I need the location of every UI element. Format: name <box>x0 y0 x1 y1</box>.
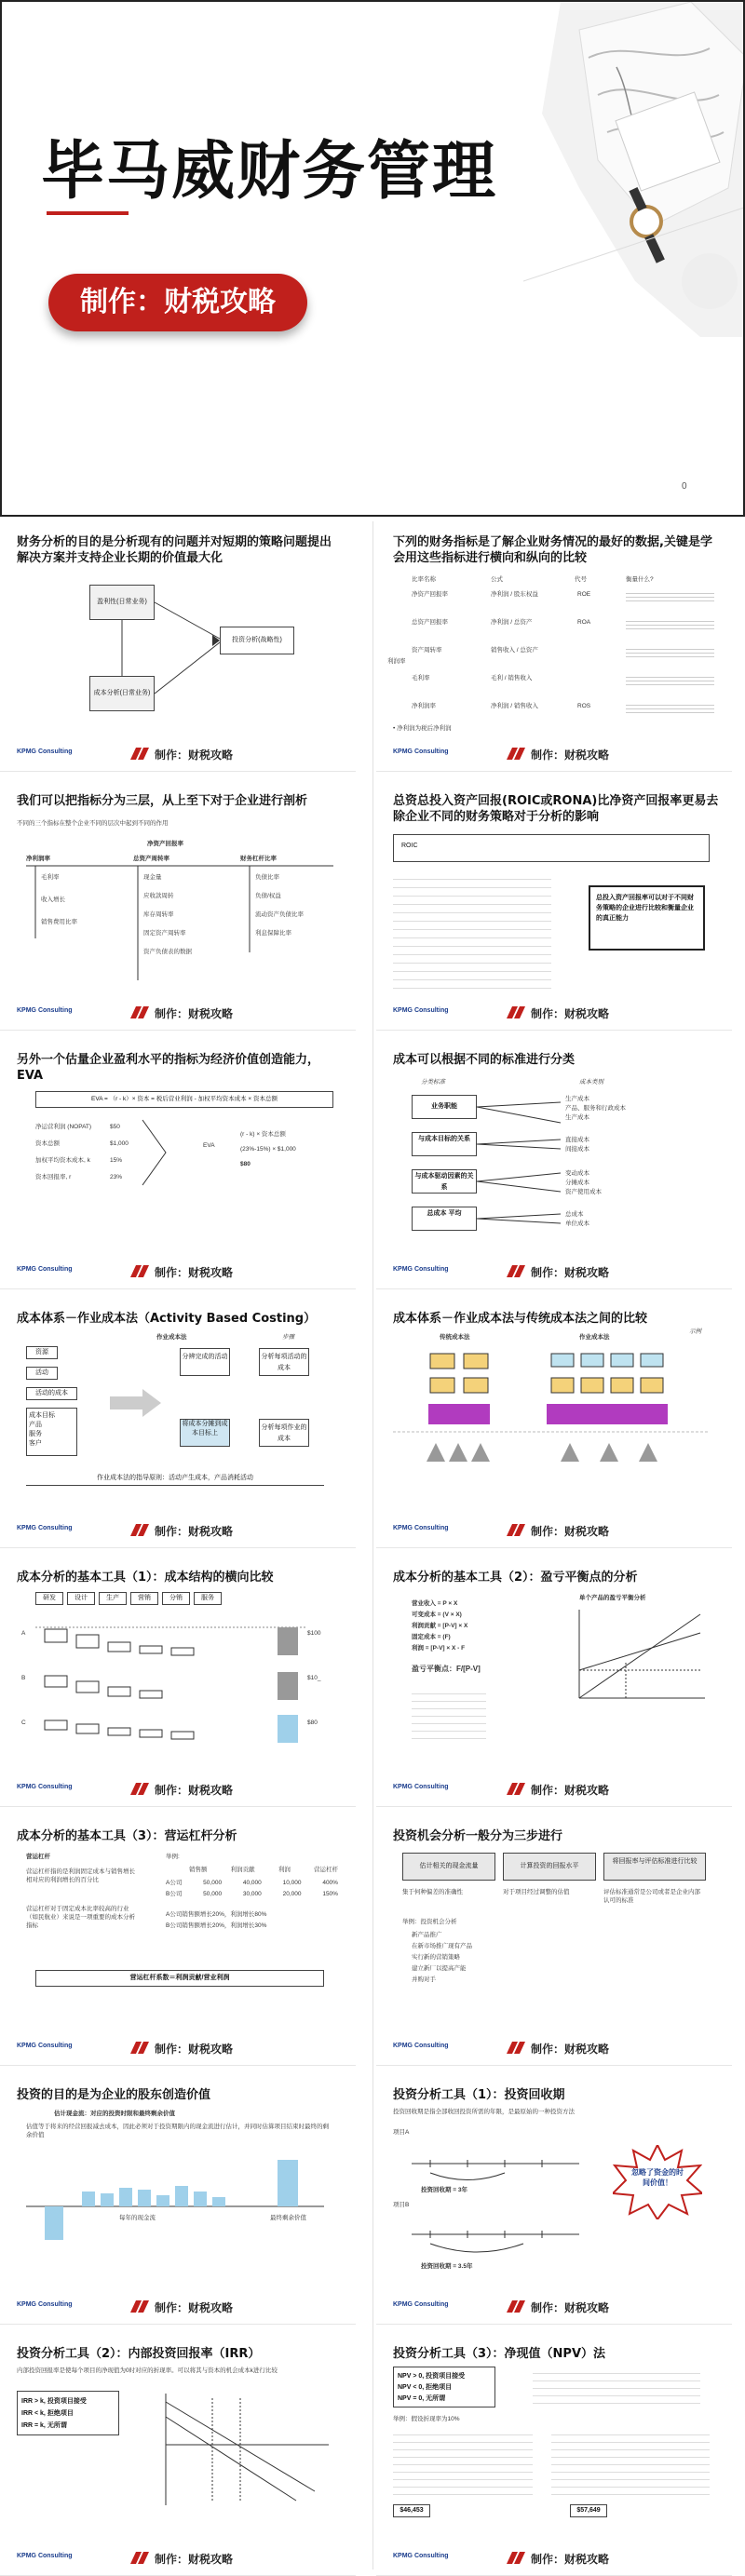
category: 生产成本 <box>565 1114 589 1121</box>
activity-box: 活动 <box>26 1367 58 1380</box>
project-label: 项目B <box>393 2202 410 2208</box>
ratio-name: 净资产回报率 <box>412 591 448 598</box>
irr-chart <box>156 2389 333 2510</box>
eva-item: 净运营利润 (NOPAT) <box>35 1124 92 1130</box>
footer-text: 制作：财税攻略 <box>531 1007 610 1020</box>
ratio-code: ROE <box>577 591 591 598</box>
ratio-code: ROA <box>577 619 591 626</box>
value-chain-step: 服务 <box>194 1592 222 1605</box>
footer-text: 制作：财税攻略 <box>531 1784 610 1797</box>
category: 变动成本 <box>565 1170 589 1177</box>
ratio-formula: 销售收入 / 总资产 <box>491 647 538 654</box>
diagram-subtitle: 作业成本法 <box>156 1334 187 1341</box>
red-mark-icon <box>130 1783 149 1795</box>
cost-object-label: 成本目标 <box>29 1412 55 1419</box>
footer-text: 制作：财税攻略 <box>155 1525 234 1538</box>
slide-irr <box>0 2333 356 2576</box>
slide-title: 另外一个估量企业盈利水平的指标为经济价值创造能力，EVA <box>17 1053 320 1083</box>
category: 分摊成本 <box>565 1180 589 1186</box>
ratio-name: 总资产回报率 <box>412 619 448 626</box>
kpmg-logo: KPMG Consulting <box>17 749 73 755</box>
kpmg-logo: KPMG Consulting <box>17 2553 73 2559</box>
table-cell: 20,000 <box>282 1891 302 1897</box>
col-header: 衡量什么? <box>626 576 654 583</box>
red-mark-icon <box>130 2300 149 2313</box>
step-desc: 集于何种偏差的准确性 <box>402 1889 463 1895</box>
footer-text: 制作：财税攻略 <box>531 1266 610 1279</box>
cost-object-box <box>26 1408 77 1456</box>
intro-text: 不同的三个指标在整个企业不同的层次中起到不同的作用 <box>17 820 169 827</box>
slide-three-layer-indicators <box>0 780 356 1031</box>
footer-text: 制作：财税攻略 <box>531 2301 610 2314</box>
slide-footer <box>393 1004 719 1022</box>
example-label: 举例：投资机会分析 <box>402 1919 457 1925</box>
kpmg-logo: KPMG Consulting <box>17 2301 73 2308</box>
slide-title: 投资分析工具（1）：投资回收期 <box>393 2088 565 2102</box>
ratio-row <box>412 702 719 719</box>
kpmg-logo: KPMG Consulting <box>17 1525 73 1531</box>
example-label: 示例 <box>689 1328 701 1335</box>
slide-title: 成本体系－作业成本法（Activity Based Costing） <box>17 1312 317 1326</box>
npv-rule: NPV < 0, 拒绝项目 <box>398 2384 453 2391</box>
breakeven-formula: 盈亏平衡点：F/[P-V] <box>412 1665 481 1673</box>
column-header: 总资产周转率 <box>133 856 169 862</box>
ratio-row <box>412 674 719 691</box>
footer-text: 制作：财税攻略 <box>155 749 234 762</box>
slide-investment-three-steps <box>376 1815 732 2066</box>
col-header: 公式 <box>491 576 503 583</box>
eva-item: 加权平均资本成本, k <box>35 1157 90 1164</box>
kpmg-logo: KPMG Consulting <box>393 2043 449 2049</box>
ratio-formula: 毛利 / 销售收入 <box>491 675 533 681</box>
leverage-formula: 营运杠杆系数＝利润贡献/营业利润 <box>35 1970 324 1987</box>
table-head-cell: 营运杠杆 <box>313 1867 338 1873</box>
ratio-description <box>626 702 714 715</box>
payback-timeline <box>393 2136 598 2275</box>
slide-payback <box>376 2074 732 2325</box>
guiding-principle: 作业成本法的指导原则：活动产生成本，产品消耗活动 <box>26 1473 324 1486</box>
column-header: 净利润率 <box>26 856 50 862</box>
ratio-row <box>412 590 719 607</box>
criterion-box: 业务职能 <box>412 1095 477 1119</box>
resource-box: 资源 <box>26 1346 58 1359</box>
criterion-box: 与成本目标的关系 <box>412 1132 477 1156</box>
table-row <box>166 1879 338 1887</box>
slide-title: 成本可以根据不同的标准进行分类 <box>393 1053 576 1067</box>
irr-rules-box <box>17 2391 119 2435</box>
indicator: 资产负债表的数据 <box>143 949 192 955</box>
step-box: 将成本分摊到成本目标上 <box>180 1419 230 1447</box>
bullet: 营运杠杆对于固定成本比率较高的行业（如民航业）来说是一项重要的成本分析指标 <box>26 1906 135 1929</box>
footer-text: 制作：财税攻略 <box>155 1266 234 1279</box>
npv-result: $46,453 <box>393 2504 430 2517</box>
bullet: 营运杠杆指的是利润固定成本与销售增长相对应的利润增长的百分比 <box>26 1868 135 1883</box>
footer-text: 制作：财税攻略 <box>531 2043 610 2056</box>
eva-value: 15% <box>110 1157 123 1164</box>
indicator: 负债/权益 <box>255 893 281 899</box>
slide-cost-structure <box>0 1557 356 1807</box>
slide-npv <box>376 2333 732 2576</box>
step-desc: 对于项目经过调整的估值 <box>503 1889 570 1895</box>
ratio-description <box>626 646 714 659</box>
category: 直接成本 <box>565 1137 589 1143</box>
profitability-box: 盈利性(日常业务) <box>89 585 155 620</box>
npv-formula <box>533 2367 700 2407</box>
eva-formula-box: EVA = （r - k）× 资本 = 税后营业利润 - 加权平均资本成本 × 资本总额 <box>35 1091 333 1108</box>
footnote: • 净利润为税后净利润 <box>393 725 452 732</box>
steps-label: 步骤 <box>282 1334 294 1341</box>
value-chain-step: 设计 <box>67 1592 95 1605</box>
arrow-right-icon <box>110 1389 166 1417</box>
leverage-note: B公司销售额增长20%，利润增长30% <box>166 1922 267 1929</box>
table-cell: A公司 <box>166 1880 183 1886</box>
slide-eva <box>0 1039 356 1289</box>
column-header: 财务杠杆比率 <box>240 856 277 862</box>
slide-abc-vs-traditional <box>376 1298 732 1548</box>
example-item: 建立新厂以提高产能 <box>412 1965 467 1972</box>
cashflow-chart <box>26 2151 333 2253</box>
table-cell: 40,000 <box>242 1880 262 1886</box>
npv-calc-right <box>551 2428 710 2499</box>
slide-title: 成本分析的基本工具（3）：营运杠杆分析 <box>17 1829 237 1843</box>
table-head-cell: 利润 <box>278 1867 291 1873</box>
example-item: 并购对手 <box>412 1976 436 1983</box>
irr-rule: IRR > k, 投资项目接受 <box>21 2398 87 2405</box>
slide-title: 成本分析的基本工具（2）：盈亏平衡点的分析 <box>393 1571 638 1585</box>
slide-title: 成本分析的基本工具（1）：成本结构的横向比较 <box>17 1571 274 1585</box>
col-header: 代号 <box>575 576 587 583</box>
category: 生产成本 <box>565 1096 589 1102</box>
ratio-name: 净利润率 <box>412 703 436 709</box>
slide-title: 投资分析工具（3）：净现值（NPV）法 <box>393 2347 606 2361</box>
series-label: 最终剩余价值 <box>270 2215 306 2221</box>
criterion-box: 与成本驱动因素的关系 <box>412 1169 477 1194</box>
value-chain-step: 营销 <box>130 1592 158 1605</box>
npv-rules-box <box>393 2367 495 2407</box>
indicator: 固定资产周转率 <box>143 930 186 937</box>
slide-footer <box>393 745 719 763</box>
leverage-note: A公司销售额增长20%，利润增长80% <box>166 1911 267 1918</box>
kpmg-logo: KPMG Consulting <box>393 1266 449 1273</box>
group-label: 利润率 <box>387 658 406 665</box>
page-number: 0 <box>682 481 687 492</box>
slide-financial-ratios <box>376 521 732 772</box>
npv-calc-left <box>393 2428 533 2499</box>
investment-box: 投资分析(战略性) <box>220 627 294 654</box>
slide-footer <box>17 1262 343 1281</box>
red-mark-icon <box>507 2552 525 2564</box>
slide-footer <box>17 1004 343 1022</box>
red-mark-icon <box>507 2300 525 2313</box>
cover-slide <box>0 0 745 517</box>
slide-title: 我们可以把指标分为三层，从上至下对于企业进行剖析 <box>17 794 308 808</box>
indicator: 销售费用比率 <box>41 919 77 925</box>
footer-text: 制作：财税攻略 <box>155 1784 234 1797</box>
red-mark-icon <box>130 1265 149 1277</box>
kpmg-logo: KPMG Consulting <box>393 1007 449 1014</box>
slide-breakeven <box>376 1557 732 1807</box>
red-mark-icon <box>507 1006 525 1018</box>
ratio-row <box>412 646 719 663</box>
criterion-box: 总成本 平均 <box>412 1207 477 1231</box>
kpmg-logo: KPMG Consulting <box>393 749 449 755</box>
left-header: 营运杠杆 <box>26 1854 50 1860</box>
table-cell: 50,000 <box>203 1891 223 1897</box>
kpmg-logo: KPMG Consulting <box>17 2043 73 2049</box>
breakeven-line: 利润贡献 = [P-V] × X <box>412 1623 468 1629</box>
npv-result: $57,649 <box>570 2504 607 2517</box>
cover-photo-decoration <box>523 2 745 337</box>
example-item: 新产品推广 <box>412 1932 442 1938</box>
legend-lines <box>412 1687 486 1743</box>
slide-title: 下列的财务指标是了解企业财务情况的最好的数据,关键是学会用这些指标进行横向和纵向的比较 <box>393 535 712 565</box>
ratio-formula: 净利润 / 股东权益 <box>491 591 538 598</box>
ratio-description <box>626 618 714 631</box>
callout-box: 总投入资产回报率可以对于不同财务策略的企业进行比较和衡量企业的真正能力 <box>589 885 705 951</box>
indicator: 负债比率 <box>255 874 279 881</box>
slide-footer <box>17 1521 343 1540</box>
process-step: 估计相关的现金流量 <box>402 1853 495 1881</box>
payback-period: 投资回收期 = 3年 <box>421 2187 468 2193</box>
comparison-diagram <box>393 1346 719 1495</box>
category: 单位成本 <box>565 1221 589 1227</box>
table-cell: 400% <box>322 1880 338 1886</box>
project-label: 项目A <box>393 2129 410 2136</box>
company-label: A <box>21 1630 26 1637</box>
ratio-description <box>626 590 714 603</box>
table-header <box>189 1866 338 1874</box>
red-mark-icon <box>130 1524 149 1536</box>
author-badge: 制作：财税攻略 <box>48 274 307 331</box>
table-head-cell: 利润贡献 <box>230 1867 255 1873</box>
indicator: 毛利率 <box>41 874 60 881</box>
connector-arrows <box>17 575 343 743</box>
eva-calc-prefix: EVA <box>203 1142 215 1149</box>
breakeven-chart <box>570 1605 710 1707</box>
slide-footer <box>393 2039 719 2057</box>
classification-lines <box>477 1095 565 1234</box>
step-box: 分析每项作业的成本 <box>259 1419 309 1447</box>
step-desc: 评估标准通常是公司或者是企业内部认可的标准 <box>603 1889 700 1904</box>
company-label: C <box>21 1720 26 1726</box>
sample-table <box>393 871 551 992</box>
table-cell: 150% <box>322 1891 338 1897</box>
ratio-formula: 净利润 / 销售收入 <box>491 703 538 709</box>
table-row <box>166 1890 338 1898</box>
value-chain-step: 生产 <box>99 1592 127 1605</box>
red-mark-icon <box>507 748 525 760</box>
eva-item: 资本总额 <box>35 1140 60 1147</box>
eva-calc: (23%-15%) × $1,000 <box>240 1146 296 1153</box>
slide-footer <box>17 1780 343 1799</box>
footer-text: 制作：财税攻略 <box>531 749 610 762</box>
table-cell: B公司 <box>166 1891 183 1897</box>
chart-title: 单个产品的盈亏平衡分析 <box>579 1595 646 1601</box>
footer-text: 制作：财税攻略 <box>155 2043 234 2056</box>
slide-footer <box>17 2039 343 2057</box>
waterfall-chart <box>35 1611 305 1750</box>
category: 资产使用成本 <box>565 1189 602 1195</box>
irr-rule: IRR = k, 无所谓 <box>21 2422 67 2429</box>
eva-value: 23% <box>110 1174 123 1180</box>
footer-text: 制作：财税攻略 <box>155 2553 234 2566</box>
slide-title: 投资机会分析一般分为三步进行 <box>393 1829 563 1843</box>
breakeven-line: 可变成本 = (V × X) <box>412 1612 462 1618</box>
kpmg-logo: KPMG Consulting <box>393 2553 449 2559</box>
breakeven-line: 固定成本 = (F) <box>412 1634 451 1640</box>
title-underline <box>47 211 129 215</box>
indicator: 库存周转率 <box>143 911 174 918</box>
process-step: 计算投资的回报水平 <box>503 1853 596 1881</box>
red-mark-icon <box>507 1265 525 1277</box>
category: 产品、服务和行政成本 <box>565 1105 626 1112</box>
red-mark-icon <box>507 1524 525 1536</box>
series-label: 每年的现金流 <box>119 2215 156 2221</box>
slide-abc <box>0 1298 356 1548</box>
example-label: 举例: <box>166 1854 180 1860</box>
red-mark-icon <box>130 748 149 760</box>
callout-text: 忽略了资金的时间价值！ <box>631 2168 684 2187</box>
slide-title: 投资分析工具（2）：内部投资回报率（IRR） <box>17 2347 261 2361</box>
process-step: 将回报率与评估标准进行比较 <box>603 1853 706 1881</box>
irr-rule: IRR < k, 拒绝项目 <box>21 2410 74 2417</box>
breakeven-line: 营业收入 = P × X <box>412 1600 458 1607</box>
breakeven-line: 利润 = [P-V] × X - F <box>412 1645 466 1652</box>
value-chain-step: 研发 <box>35 1592 63 1605</box>
slide-footer <box>17 745 343 763</box>
desc-text: 内部投资回报率是使每个项目的净现值为0时对应的折现率。可以将其与资本的机会成本k进行比较 <box>17 2367 278 2374</box>
activity-cost-box: 活动的成本 <box>26 1387 77 1400</box>
total-value: $10_ <box>307 1675 321 1681</box>
total-value: $100 <box>307 1630 321 1637</box>
eva-calc: (r - k) × 资本总额 <box>240 1131 286 1138</box>
ratio-row <box>412 618 719 635</box>
slide-footer <box>393 1521 719 1540</box>
red-mark-icon <box>507 2042 525 2054</box>
traditional-label: 传统成本法 <box>440 1334 470 1341</box>
table-cell: 10,000 <box>282 1880 302 1886</box>
slide-shareholder-value <box>0 2074 356 2325</box>
red-mark-icon <box>130 2042 149 2054</box>
indicator: 利息保障比率 <box>255 930 291 937</box>
slide-footer <box>17 2549 343 2568</box>
ratio-description <box>626 674 714 687</box>
category: 总成本 <box>565 1211 584 1218</box>
eva-item: 资本回报率, r <box>35 1174 72 1180</box>
value-chain-step: 分销 <box>162 1592 190 1605</box>
eva-value: $1,000 <box>110 1140 129 1147</box>
slide-title: 投资的目的是为企业的股东创造价值 <box>17 2088 211 2102</box>
ratio-name: 资产周转率 <box>412 647 442 654</box>
slide-title: 财务分析的目的是分析现有的问题并对短期的策略问题提出解决方案并支持企业长期的价值最大化 <box>17 535 332 565</box>
company-label: B <box>21 1675 26 1681</box>
slide-footer <box>393 1262 719 1281</box>
cover-title: 毕马威财务管理 <box>41 135 498 209</box>
payback-period: 投资回收期 = 3.5年 <box>421 2263 473 2270</box>
ratio-formula: 净利润 / 总资产 <box>491 619 533 626</box>
slide-financial-analysis-purpose <box>0 521 356 772</box>
abc-label: 作业成本法 <box>579 1334 610 1341</box>
slide-footer <box>393 1780 719 1799</box>
slide-cost-classification <box>376 1039 732 1289</box>
step-box: 分辨完成的活动 <box>180 1348 230 1376</box>
slide-footer <box>17 2298 343 2316</box>
ratio-code: ROS <box>577 703 591 709</box>
cost-object-item: 服务 <box>29 1431 42 1437</box>
table-cell: 50,000 <box>203 1880 223 1886</box>
step-box: 分析每项活动的成本 <box>259 1348 309 1376</box>
red-mark-icon <box>507 1783 525 1795</box>
brace-icon <box>138 1115 175 1190</box>
callout-burst <box>613 2145 702 2219</box>
chart-title: 估计现金流：对应的投资时限和最终剩余价值 <box>54 2111 175 2117</box>
cost-object-item: 客户 <box>29 1440 42 1447</box>
eva-calc: $80 <box>240 1161 251 1167</box>
indicator: 收入增长 <box>41 897 65 903</box>
table-cell: 30,000 <box>242 1891 262 1897</box>
indicator: 应收款周转 <box>143 893 174 899</box>
table-head-cell: 销售额 <box>189 1867 208 1873</box>
footer-text: 制作：财税攻略 <box>531 2553 610 2566</box>
slide-title: 总资总投入资产回报(ROIC或RONA)比净资产回报率更易去除企业不同的财务策略对于分析的影响 <box>393 794 719 824</box>
npv-rule: NPV > 0, 投资项目接受 <box>398 2373 466 2380</box>
slide-roic <box>376 780 732 1031</box>
example-label: 举例：假设折现率为10% <box>393 2416 460 2422</box>
kpmg-logo: KPMG Consulting <box>393 1784 449 1790</box>
npv-rule: NPV = 0, 无所谓 <box>398 2395 446 2402</box>
total-value: $80 <box>307 1720 318 1726</box>
ratio-name: 毛利率 <box>412 675 430 681</box>
eva-value: $50 <box>110 1124 120 1130</box>
example-item: 实行新的营销策略 <box>412 1954 460 1961</box>
slide-footer <box>393 2298 719 2316</box>
red-mark-icon <box>130 1006 149 1018</box>
col-header: 比率名称 <box>412 576 436 583</box>
roic-label: ROIC <box>401 843 418 849</box>
roic-formula-box <box>393 834 710 862</box>
left-header: 分类标准 <box>421 1079 445 1086</box>
kpmg-logo: KPMG Consulting <box>393 1525 449 1531</box>
footer-text: 制作：财税攻略 <box>155 1007 234 1020</box>
footer-text: 制作：财税攻略 <box>155 2301 234 2314</box>
kpmg-logo: KPMG Consulting <box>17 1007 73 1014</box>
footer-text: 制作：财税攻略 <box>531 1525 610 1538</box>
slide-operating-leverage <box>0 1815 356 2066</box>
kpmg-logo: KPMG Consulting <box>17 1784 73 1790</box>
desc-text: 估值等于将来的经营回报减去成本，因此必须对于投资期限内的现金流进行估计，并同时估算项目结束时最终的剩余价值 <box>26 2124 329 2138</box>
cost-object-item: 产品 <box>29 1422 42 1428</box>
grid-divider <box>372 521 373 2569</box>
indicator: 流动资产负债比率 <box>255 911 304 918</box>
top-metric: 净资产回报率 <box>147 841 183 847</box>
cost-analysis-box: 成本分析(日常业务) <box>89 676 155 711</box>
right-header: 成本类别 <box>579 1079 603 1086</box>
category: 间接成本 <box>565 1146 589 1153</box>
red-mark-icon <box>130 2552 149 2564</box>
indicator: 现金量 <box>143 874 162 881</box>
kpmg-logo: KPMG Consulting <box>393 2301 449 2308</box>
desc-text: 投资回收期是指全部收回投资所需的年限，是最原始的一种投资方法 <box>393 2109 575 2115</box>
example-item: 在新市场推广现有产品 <box>412 1943 472 1949</box>
slide-footer <box>393 2549 719 2568</box>
kpmg-logo: KPMG Consulting <box>17 1266 73 1273</box>
slide-title: 成本体系－作业成本法与传统成本法之间的比较 <box>393 1312 648 1326</box>
